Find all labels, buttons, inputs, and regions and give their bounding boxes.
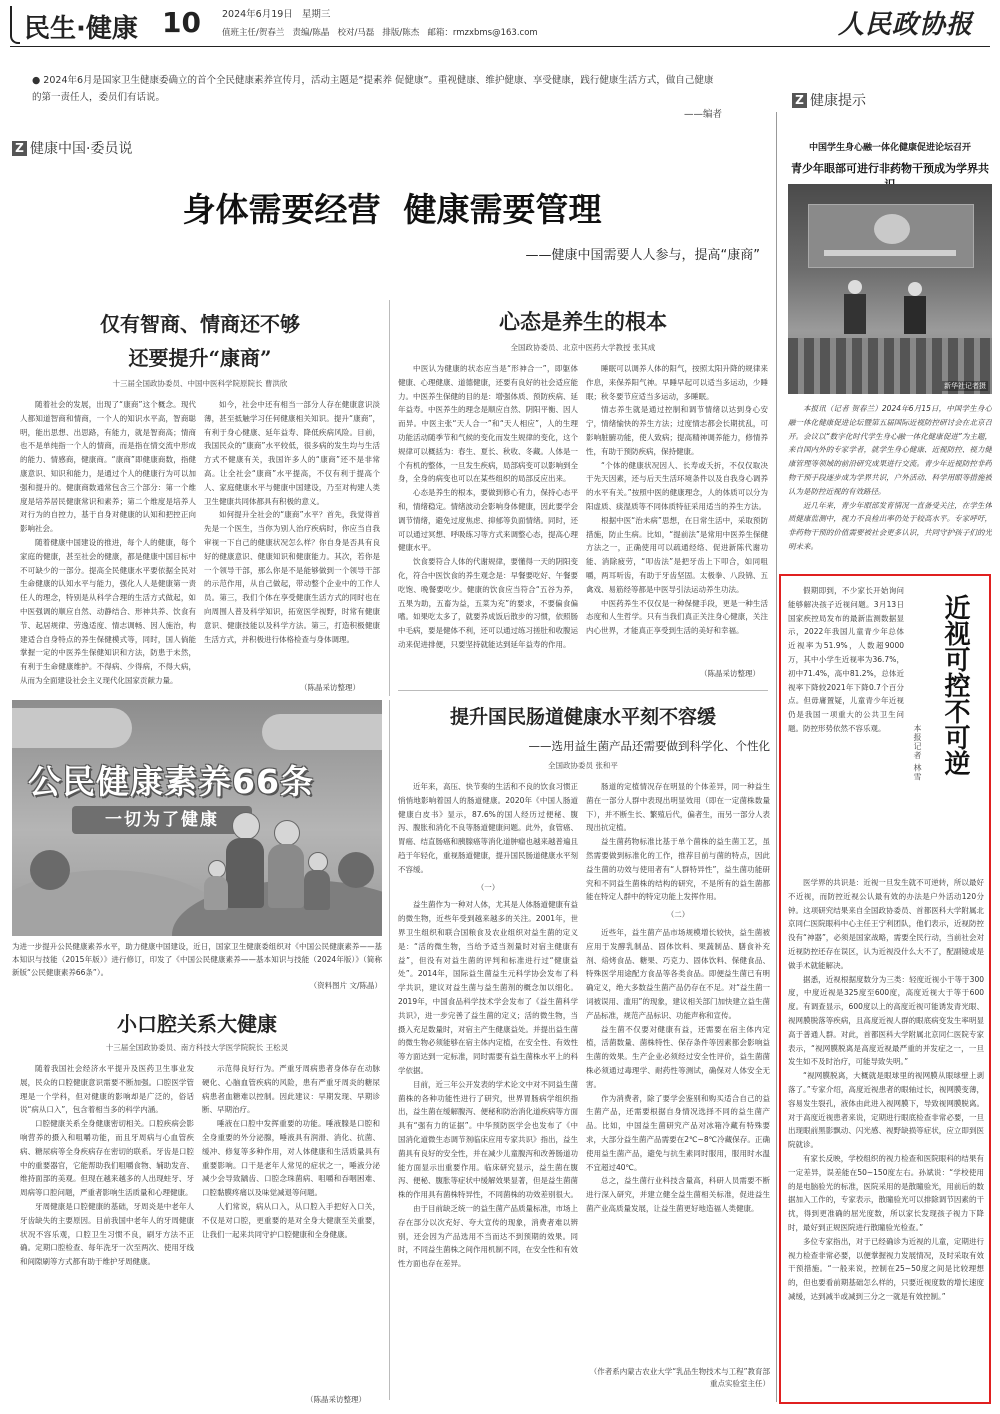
presenter-figure xyxy=(904,296,926,334)
article1-credit: （陈晶采访整理） xyxy=(300,683,360,692)
paragraph: 总之，益生菌行业科技含量高，科研人员需要不断进行深入研究，并建立健全益生菌相关标准，促进益生菌产业高质量发展，让益生菌更好地造福人类健康。 xyxy=(586,1176,770,1213)
header-left-bracket xyxy=(10,6,20,44)
paragraph: 假期即到，不少家长开始询问能够解决孩子近视问题。3月13日国家疾控局发布的最新监测数据显示，2022年我国儿童青少年总体近视率为51.9%，人数超9000万，其中小学生近视率为36.7%，初中71.4%，高中81.2%，总体近视率下降较2021年下降0.7个百分点。但毋庸置疑，儿童青少年近视仍是我国一项重大的公共卫生问题。防控形势依然不容乐观。 xyxy=(788,586,904,733)
paragraph: 有家长反映，学校组织的视力检查和医院眼科的结果有一定差异，误差能在50~150度左右。孙斌说：“学校使用的是电脑验光的标准，医院采用的是散瞳验光，用前后的数据加入工作的，专家表示，散瞳验光可以排除调节因素的干扰，得到更准确的屈光度数，所以家长发现孩子视力下降时，最好到正规医院进行散瞳验光检查。” xyxy=(788,1153,984,1232)
poster-tree xyxy=(338,852,374,888)
poster-ribbon xyxy=(72,806,252,834)
article2-credit: （陈晶采访整理） xyxy=(700,669,760,678)
header-page-number: 10 xyxy=(162,6,201,39)
article3-byline: 全国政协委员 张和平 xyxy=(548,761,618,770)
header-date: 2024年6月19日 星期三 xyxy=(222,9,331,20)
article2-col1 xyxy=(398,362,578,684)
article1-title-line2: 还要提升“康商” xyxy=(128,346,272,370)
intro-text: ● 2024年6月是国家卫生健康委确立的首个全民健康素养宣传月，活动主题是“提素养 促健康”。重视健康、维护健康、享受健康，践行健康生活方式，做自己健康的第一责任人，委员们有话说。 xyxy=(32,75,714,103)
section-divider xyxy=(398,690,768,691)
photo-caption: 新华社记者摄 xyxy=(944,382,986,390)
article2-byline: 全国政协委员、北京中医药大学教授 张其成 xyxy=(510,343,656,352)
section-label: （一） xyxy=(476,882,500,892)
article1-col1 xyxy=(20,398,196,688)
article3-credit: （作者系内蒙古农业大学“乳品生物技术与工程”教育部重点实验室主任） xyxy=(589,1367,770,1388)
article4-byline: 十三届全国政协委员、南方科技大学医学院院长 王松灵 xyxy=(105,1043,289,1052)
paragraph: 医学界的共识是：近视一旦发生就不可逆转，所以最好不近视，而防控近视公认最有效的办法是户外活动120分钟。这项研究结果来自全国政协委员、首都医科大学附属北京同仁医院眼科中心主任王宁利团队，他们表示，近视防控没有“神器”，必须是国家战略，需要全民行动，当前社会对近视防控还存在误区，认为近视没什么大不了，配副镜或是做手术就能解决。 xyxy=(788,878,984,970)
sidebar-heading2: 青少年眼部可进行非药物干预成为学界共 xyxy=(791,162,989,175)
poster-ribbon-text: 一切为了健康 xyxy=(105,810,219,830)
sidebar-heading1: 中国学生身心融一体化健康促进论坛召开 xyxy=(808,143,971,153)
article4-col2 xyxy=(202,1062,380,1386)
paragraph: 目前，近三年公开发表的学术论文中对不同益生菌菌株的各种功能性进行了研究，世界胃肠病学组织指出，益生菌在缓解腹泻、便秘和防治消化道疾病等方面具有“强有力的证据”。中华预防医学会也发布了《中国消化道微生态调节剂临床应用专家共识》指出，益生菌具有良好的安全性，并在减少儿童腹泻和改善肠道功能方面显示出重要作用。临床研究显示，益生菌在腹泻、便秘、腹胀等症状中缓解效果显著，但是益生菌菌株的作用具有菌株特异性，不同菌株的功效差别很大。 xyxy=(398,1079,578,1200)
paragraph: 中医认为健康的状态应当是“形神合一”，即躯体健康、心理健康、道德健康，还要有良好的社会适应能力。中医养生保健的目的是：增强体质、预防疾病、延年益寿。中医养生的理念是顺应自然、阴阳平衡、因人而异。中医主张“天人合一”和“天人相应”，人的生理功能活动随季节和气候的变化而发生规律的变化，这个规律可以概括为：春生、夏长、秋收、冬藏。人体是一个有机的整体，一旦发生疾病，局部病变可以影响到全身，全身的病变也可以在某些组织的局部反应出来。 xyxy=(398,364,578,484)
z-logo-icon: Z xyxy=(792,93,807,108)
paragraph: 近些年，益生菌产品市场规模增长较快，益生菌被应用于发酵乳制品、固体饮料、果蔬制品、膳食补充剂、焙烤食品、糖果、巧克力、固体饮料、保健食品、特殊医学用途配方食品等各类食品。即便益生菌已有明确定义，绝大多数益生菌产品仍存在不足。对“益生菌一词被误用、滥用”的现象，建议相关部门加快建立益生菌产品标准，规范产品标识、功能声称和宣传。 xyxy=(586,927,770,1020)
paragraph: 随着健康中国建设的推进，每个人的健康，每个家庭的健康，甚至社会的健康，都是健康中国目标中不可缺少的一部分。提高全民健康水平要依据全民对生命健康的认知水平与能力，强化人人是健康第一责任人的理念，特别是从科学合理的生活方式做起，如中医强调的顺应自然、动静结合、形神共养、饮食有节、起居规律、劳逸适度、情志调畅、因人施治，构建适合自身特点的养生保健模式等，同时，国人倘能掌握一定的中医养生保健知识和方法，防患于未然，有利于生命健康维护。不得病、少得病，不得大病，从而为全面建设社会主义现代化国家贡献力量。 xyxy=(20,537,196,685)
paragraph: 近年来，高压、快节奏的生活和不良的饮食习惯正悄悄地影响着国人的肠道健康。2020年《中国人肠道健康白皮书》显示，87.6%的国人经历过便秘、腹泻、腹胀和消化不良等肠道健康问题。此外，食管癌、胃癌、结直肠癌和胰腺癌等消化道肿瘤也越来越普遍且趋于年轻化，重视肠道健康，提升国民肠道健康水平刻不容缓。 xyxy=(398,782,578,874)
paragraph: 益生菌药物标准比基于单个菌株的益生菌工艺，虽然需要做到标准化的工作，推荐目前与菌的特点，因此益生菌的功效与使用者有“人群特异性”，益生菌功能研究和不同益生菌株的结构的研究，不是所有的益生菌都能在特定人群中的特定功能上发挥作用。 xyxy=(586,837,770,902)
paragraph: 睡眠可以调养人体的阳气，按照太阳升降的规律来作息，来保养阳气神。早睡早起可以适当多运动，少睡眠；秋冬要节应适当多运动，多睡眠。 xyxy=(586,364,768,401)
paragraph: 饮食要符合人体的代谢规律，要懂得一天的阴阳变化，符合中医饮食的养生观念是：早餐要吃好、午餐要吃饱、晚餐要吃少。健康的饮食应当符合“五谷为养，五果为助，五畜为益，五菜为充”的要求，不要偏食偏嗜。如果吃太多了，就要养成饭后散步的习惯，依照肠中毛病，要是健体不利，还可以通过练习搓肚和收腹运动来促进排便，只要坚持就能达到延年益寿的作用。 xyxy=(398,557,578,649)
article2-title: 心态是养生的根本 xyxy=(499,309,667,334)
article3-col1 xyxy=(398,780,578,1400)
poster-figure-child xyxy=(204,876,228,910)
main-headline: 身体需要经营 健康需要管理 xyxy=(182,190,602,229)
header-bar xyxy=(0,0,1000,50)
sidebar-article-title: 近视可控不可逆 xyxy=(940,594,970,776)
masthead-logo: 人民政协报 xyxy=(838,10,974,40)
paragraph: 作为消费者，除了要学会鉴别和购买适合自己的益生菌产品，还需要根据自身情况选择不同的益生菌产品。比如，中国益生菌研究产品对冰箱冷藏有特殊要求，大部分益生菌产品需要在2℃~8℃冷藏保存。正确使用益生菌产品，避免与抗生素同时服用，服用时水温不宜超过40℃。 xyxy=(586,1093,770,1172)
sidebar-article-byline: 本报记者 林雪 xyxy=(913,724,922,782)
presenter-figure xyxy=(844,294,866,334)
poster-figure-parent xyxy=(274,820,300,846)
main-subheadline: ——健康中国需要人人参与，提高“康商” xyxy=(525,248,760,263)
column-divider-right xyxy=(776,112,777,1402)
sidebar-article-intro xyxy=(788,584,904,874)
paragraph: 口腔健康关系全身健康密切相关。口腔疾病会影响营养的摄入和咀嚼功能，而且牙周病与心血管疾病、糖尿病等全身疾病存在密切的联系。牙齿是口腔中的重要器官，它能帮助我们咀嚼食物、辅助发音、维持面部的美观。但现在越来越多的人出现蛀牙、牙周病等口腔问题，严重者影响生活质量和心理健康。 xyxy=(20,1119,194,1198)
intro-note xyxy=(32,72,722,123)
right-section-label xyxy=(792,90,866,110)
paragraph: 近几年来，青少年眼部发育情况一直备受关注，在学生体质健康监测中，视力不良检出率仍处于较高水平。专家呼吁，非药物干预的价值需要被社会更多认识，共同守护孩子们的光明未来。 xyxy=(788,500,992,551)
article1-col2 xyxy=(204,398,380,670)
poster-figure-parent xyxy=(226,838,264,908)
paragraph: 如何提升全社会的“康商”水平？首先，我觉得首先是一个医生，当你为别人治疗疾病时，你应当自我审视一下自己的健康状况怎么样？你自身是否具有良好的健康意识、健康知识和健康能力。其次，若你是一个领导干部，那么你是不是能够做到一个领导干部的示范作用，从自己做起，带动整个企业中的工作人员。第三，我们个体在享受健康生活方式的同时也在向周围人普及科学知识，拓宽医学视野，时常有健康意识、健康技能以及科学方法。第三，打造积极健康生活方式，并积极进行体格检查与身体调理。 xyxy=(204,510,380,644)
right-section-text: 健康提示 xyxy=(810,93,866,109)
article2-col2 xyxy=(586,362,768,664)
article3-title: 提升国民肠道健康水平刻不容缓 xyxy=(449,706,716,728)
column-divider-mid xyxy=(389,300,390,696)
poster-figure-parent xyxy=(232,812,260,840)
poster-figure-parent xyxy=(268,844,304,908)
poster-caption-text: 为进一步提升公民健康素养水平，助力健康中国建设，近日，国家卫生健康委组织对《中国公民健康素养——基本知识与技能（2015年版）》进行修订，印发了《中国公民健康素养——基本知识与技能（2024年版）》（简称新版“公民健康素养66条”）。 xyxy=(12,942,382,977)
paragraph: 如今，社会中还有相当一部分人存在健康意识淡薄，甚至抵触学习任何健康相关知识。提升“康商”，有利于身心健康、延年益寿、降低疾病风险。目前，我国民众的“康商”水平较低，很多病的发生均与生活方式不健康有关，我国许多人的“康商”还不是非常高。让全社会“康商”水平提高，不仅有利于提高个人、家庭健康水平与健康中国建设，乃至对构建人类卫生健康共同体都具有积极的意义。 xyxy=(204,400,380,506)
header-section-name: 民生·健康 xyxy=(24,14,138,44)
paragraph: 随着社会的发展，出现了“康商”这个概念。现代人都知道智商和情商，一个人的知识水平高，智商聪明，能出思想、出思路，有能力，就是智商高；情商也不是单纯指一个人的情商，而是指在情交流中形成的能力、情感商，健康商。“康商”即健康商数，指健康意识、知识和能力，是通过个人的健康行为可以加强和提升的。健康商数通常包含三个部分：第一个维度是培养居民健康常识和素养；第二个维度是培养人对行为的自控力，基于自身对健康的认知和把控正向影响社会。 xyxy=(20,400,196,534)
paragraph: 据悉，近视根据度数分为三类：轻度近视小于等于300度，中度近视是325度至600度，高度近视大于等于600度。有调查显示，600度以上的高度近视可能诱发青光眼、视网膜脱落等疾病，且高度近视人群的眼底病变发生率明显高于普通人群。对此，首都医科大学附属北京同仁医院专家表示，“视网膜脱离是高度近视最严重的并发症之一，一旦发生如不及时治疗，可能导致失明。” xyxy=(788,974,984,1067)
paragraph: 肠道的定植情况存在明显的个体差异，同一种益生菌在一部分人群中表现出明显效用（即在一定菌株数量下），并不断生长、繁殖后代，偏者生，而另一部分人表现出抗定植。 xyxy=(586,782,770,833)
left-section-text: 健康中国·委员说 xyxy=(30,141,133,157)
article4-title: 小口腔关系大健康 xyxy=(117,1012,277,1036)
poster-title: 公民健康素养66条 xyxy=(28,762,314,801)
paragraph: 唾液在口腔中发挥重要的功能。唾液腺是口腔和全身重要的外分泌腺，唾液具有润滑、消化、抗菌、缓冲、修复等多种作用，对人体健康和生活质量具有重要影响。口干是老年人常见的症状之一，唾液分泌减少会导致龋齿、口腔念珠菌病、咀嚼和吞咽困难、口腔黏膜疼痛以及味觉减退等问题。 xyxy=(202,1119,380,1198)
article3-subtitle: ——选用益生菌产品还需要做到科学化、个性化 xyxy=(528,739,770,753)
paragraph: 多位专家指出，对于已经确诊为近视的儿童，定期进行视力检查非常必要，以便掌握视力发展情况，及时采取有效干预措施。“一般来说，控制在25~50度之间是比较理想的，但也要看前期基础怎么样的，只要近视度数的增长速度减缓，达到减半或减到三分之一就是有效控制。” xyxy=(788,1236,984,1301)
paragraph: 心态是养生的根本，要做到修心有力，保持心态平和，情绪稳定。情绪波动会影响身体健康，因此要学会调节情绪，避免过度焦虑、抑郁等负面情绪。同时，还可以通过冥想、呼吸练习等方式来调整心态，提高心理健康水平。 xyxy=(398,488,578,553)
poster-figure-child xyxy=(308,852,328,872)
section-label: （二） xyxy=(666,910,690,920)
sidebar-top-body xyxy=(788,402,992,568)
article1-byline: 十三届全国政协委员、中国中医科学院原院长 曹洪欣 xyxy=(112,379,288,388)
presenter-figure xyxy=(848,280,862,294)
paragraph: 示范得良好行为。严重牙周病患者身体存在动脉硬化、心脑血管疾病的风险，患有严重牙周炎的糖尿病患者血糖难以控制。因此建议：早期发现、早期诊断、早期治疗。 xyxy=(202,1064,380,1115)
article3-col2 xyxy=(586,780,770,1360)
poster-figure-child xyxy=(304,870,330,910)
paragraph: “视网膜脱离，大概就是眼球里的视网膜从眼球壁上剥落了。”专家介绍，高度近视患者的眼轴过长，视网膜变薄，容易发生裂孔，液体由此进入视网膜下，导致视网膜脱离。对于高度近视患者来说，定期进行眼底检查非常必要，一旦出现眼前黑影飘动、闪光感、视野缺损等症状，应立即到医院就诊。 xyxy=(788,1071,984,1150)
stage-screen-brain-icon xyxy=(874,214,910,244)
sidebar-article-body xyxy=(788,876,984,1398)
presenter-figure xyxy=(908,282,922,296)
intro-signoff: ——编者 xyxy=(683,109,722,120)
paragraph: 本报讯（记者 贺春兰）2024年6月15日，中国学生身心融一体化健康促进论坛暨第五届国际近视防控研讨会在北京召开。会议以“数字化时代学生身心融一体化健康促进”为主题，来自国内外的专家学者，就学生身心健康、近视防控、视力健康管理等领域的前沿研究成果进行交流。青少年近视防控非药物干预手段逐步成为学界共识，户外活动、科学用眼等措施被认为是防控近视的有效路径。 xyxy=(788,404,992,496)
z-logo-icon: Z xyxy=(12,141,27,156)
paragraph: “个体的健康状况因人、长寿或夭折，不仅仅取决于先天因素，还与后天生活环境条件以及自我身心调养的水平有关。”按照中医的健康理念，人的体质可以分为阳虚质、痰湿质等不同体质特征采用适当的养生方法。 xyxy=(586,460,768,511)
header-divider xyxy=(10,46,990,47)
paragraph: 情志养生就是通过控制和调节情绪以达到身心安宁，情绪愉快的养生方法；过度情志都会长期扰乱，可影响脏腑功能，使人致病；提高精神调养能力，修情养性，有助于预防疾病，保持健康。 xyxy=(586,405,768,456)
poster-cloud xyxy=(12,708,132,748)
stage-screen-text xyxy=(824,250,956,256)
sidebar-photo xyxy=(788,184,992,394)
poster-caption xyxy=(12,940,382,992)
poster-cloud xyxy=(262,714,382,750)
article1-title-line1: 仅有智商、情商还不够 xyxy=(100,312,300,336)
poster-credit: （资料图片 文/陈晶） xyxy=(309,981,382,990)
column-divider-mid-lower xyxy=(389,700,390,1400)
article4-credit: （陈晶采访整理） xyxy=(306,1395,366,1404)
paragraph: 由于目前缺乏统一的益生菌产品质量标准，市场上存在部分以次充好、夸大宣传的现象，消费者难以辨别，还会因为产品选用不当而达不到预期的效果。同时，不同益生菌株之间作用机制不同，在安全性和有效性方面也存在差异。 xyxy=(398,1203,578,1269)
paragraph: 益生菌作为一种对人体，尤其是人体肠道健康有益的微生物，近些年受到越来越多的关注。2001年，世界卫生组织和联合国粮食及农业组织对益生菌的定义是：“活的微生物，当给予适当剂量时对宿主健康有益”，但没有对益生菌的评判和标准进行过“健康益处”。2014年，国际益生菌益生元科学协会发布了科学共识，建议对益生菌与益生菌剂的概念加以细化。2019年，中国食品科学技术学会发布了《益生菌科学共识》，进一步完善了益生菌的定义；活的微生物，当摄入充足数量时，对宿主产生健康益处。并提出益生菌的微生物必须能够在宿主体内定植，在安全性、有效性等方面达到一定标准，同时需要有益生菌株水平上的科学依据。 xyxy=(398,900,578,1075)
paragraph: 牙周健康是口腔健康的基础，牙周炎是中老年人牙齿缺失的主要原因。目前我国中老年人的牙周健康状况不容乐观，口腔卫生习惯不良，刷牙方法不正确。定期口腔检查、每年洗牙一次至两次、使用牙线和间隙刷等方式都有助于维护牙周健康。 xyxy=(20,1201,194,1267)
paragraph: 人们常说，病从口入，从口腔入手把好入口关，不仅是对口腔，更重要的是对全身大健康至关重要，让我们一起来共同守护口腔健康和全身健康。 xyxy=(202,1201,380,1239)
paragraph: 根据中医“治未病”思想，在日常生活中，采取预防措施，防止生病。比如，“提前法”是常用中医养生保健方法之一，正确使用可以疏通经络、促进新陈代谢功能、消除疲劳，“叩齿法”是把牙齿上下叩合，如同咀嚼，两耳听齿，有助于牙齿坚固。太极拳、八段锦、五禽戏、易筋经等都是中医导引法运动养生功法。 xyxy=(586,515,768,594)
poster-tree xyxy=(30,850,70,890)
header-editors: 值班主任/贺春兰 责编/陈晶 校对/马磊 排版/陈杰 邮箱：rmzxbms@163.com xyxy=(222,28,538,38)
left-section-label xyxy=(12,138,132,158)
paragraph: 益生菌不仅要对健康有益，还需要在宿主体内定植，活菌数量、菌株特性、保存条件等因素都会影响益生菌的效果。生产企业必须经过安全性评价，益生菌菌株必须通过毒理学、耐药性等测试，确保对人体安全无害。 xyxy=(586,1024,770,1089)
paragraph: 随着我国社会经济水平提升及医药卫生事业发展，民众的口腔健康意识需要不断加强。口腔医学管理是一个学科，但对健康的影响却是广泛的，俗话说“病从口入”，包含着相当多的科学内涵。 xyxy=(20,1064,194,1115)
poster-image xyxy=(12,700,382,936)
article4-col1 xyxy=(20,1062,194,1404)
paragraph: 中医药养生不仅仅是一种保健手段，更是一种生活态度和人生哲学。只有当我们真正关注身心健康，关注内心世界，才能真正享受到生活的美好和幸福。 xyxy=(586,598,768,636)
